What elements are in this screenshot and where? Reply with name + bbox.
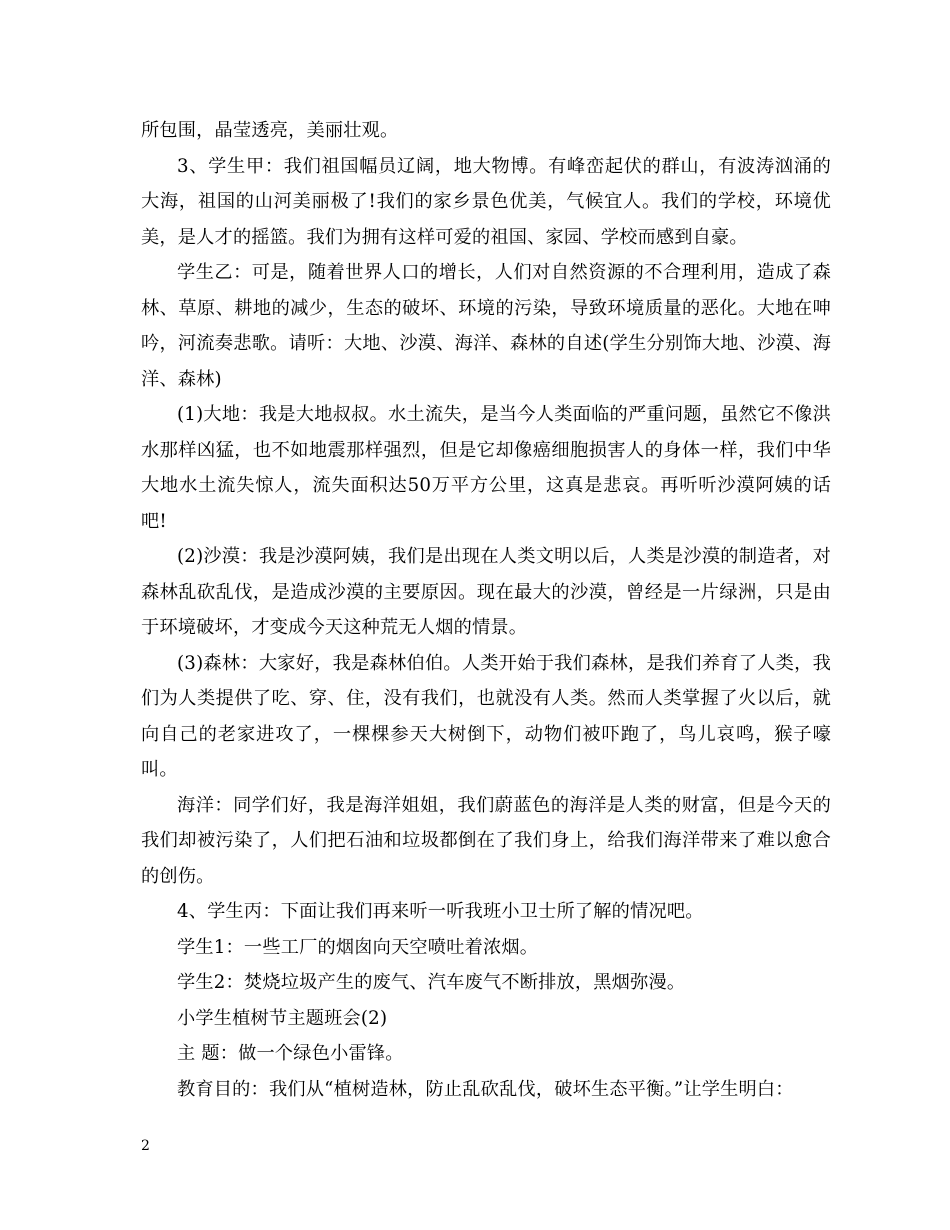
- paragraph-earth: (1)大地：我是大地叔叔。水土流失，是当今人类面临的严重问题，虽然它不像洪水那样凶猛，也不如地震那样强烈，但是它却像癌细胞损害人的身体一样，我们中华大地水土流失惊人，流失面积达50万平方公里，这真是悲哀。再听听沙漠阿姨的话吧!: [141, 404, 831, 532]
- paragraph-desert: (2)沙漠：我是沙漠阿姨，我们是出现在人类文明以后，人类是沙漠的制造者，对森林乱砍乱伐，是造成沙漠的主要原因。现在最大的沙漠，曾经是一片绿洲，只是由于环境破坏，才变成今天这种荒无人烟的情景。: [141, 546, 831, 638]
- paragraph-student-a: 3、学生甲：我们祖国幅员辽阔，地大物博。有峰峦起伏的群山，有波涛汹涌的大海，祖国的山河美丽极了!我们的家乡景色优美，气候宜人。我们的学校，环境优美，是人才的摇篮。我们为拥有这样可爱的祖国、家园、学校而感到自豪。: [141, 155, 831, 248]
- paragraph-education-goal: 教育目的：我们从“植树造林，防止乱砍乱伐，破坏生态平衡。”让学生明白：: [177, 1078, 794, 1100]
- paragraph-continuation: 所包围，晶莹透亮，美丽壮观。: [141, 120, 399, 141]
- paragraph-student-c: 4、学生丙：下面让我们再来听一听我班小卫士所了解的情况吧。: [177, 901, 704, 922]
- paragraph-forest: (3)森林：大家好，我是森林伯伯。人类开始于我们森林，是我们养育了人类，我们为人类提供了吃、穿、住，没有我们，也就没有人类。然而人类掌握了火以后，就向自己的老家进攻了，一棵棵参天大树倒下，动物们被吓跑了，鸟儿哀鸣，猴子嚎叫。: [141, 652, 831, 780]
- paragraph-student-2: 学生2：焚烧垃圾产生的废气、汽车废气不断排放，黑烟弥漫。: [177, 972, 686, 993]
- page-number: 2: [141, 1138, 150, 1154]
- paragraph-theme: 主 题：做一个绿色小雷锋。: [177, 1043, 404, 1064]
- document-body: [141, 113, 831, 1107]
- paragraph-student-b: 学生乙：可是，随着世界人口的增长，人们对自然资源的不合理利用，造成了森林、草原、耕地的减少，生态的破坏、环境的污染，导致环境质量的恶化。大地在呻吟，河流奏悲歌。请听：大地、沙漠、海洋、森林的自述(学生分别饰大地、沙漠、海洋、森林): [141, 262, 831, 390]
- paragraph-student-1: 学生1：一些工厂的烟囱向天空喷吐着浓烟。: [177, 936, 539, 958]
- paragraph-ocean: 海洋：同学们好，我是海洋姐姐，我们蔚蓝色的海洋是人类的财富，但是今天的我们却被污染了，人们把石油和垃圾都倒在了我们身上，给我们海洋带来了难以愈合的创伤。: [141, 794, 831, 887]
- section-heading: 小学生植树节主题班会(2): [177, 1007, 388, 1029]
